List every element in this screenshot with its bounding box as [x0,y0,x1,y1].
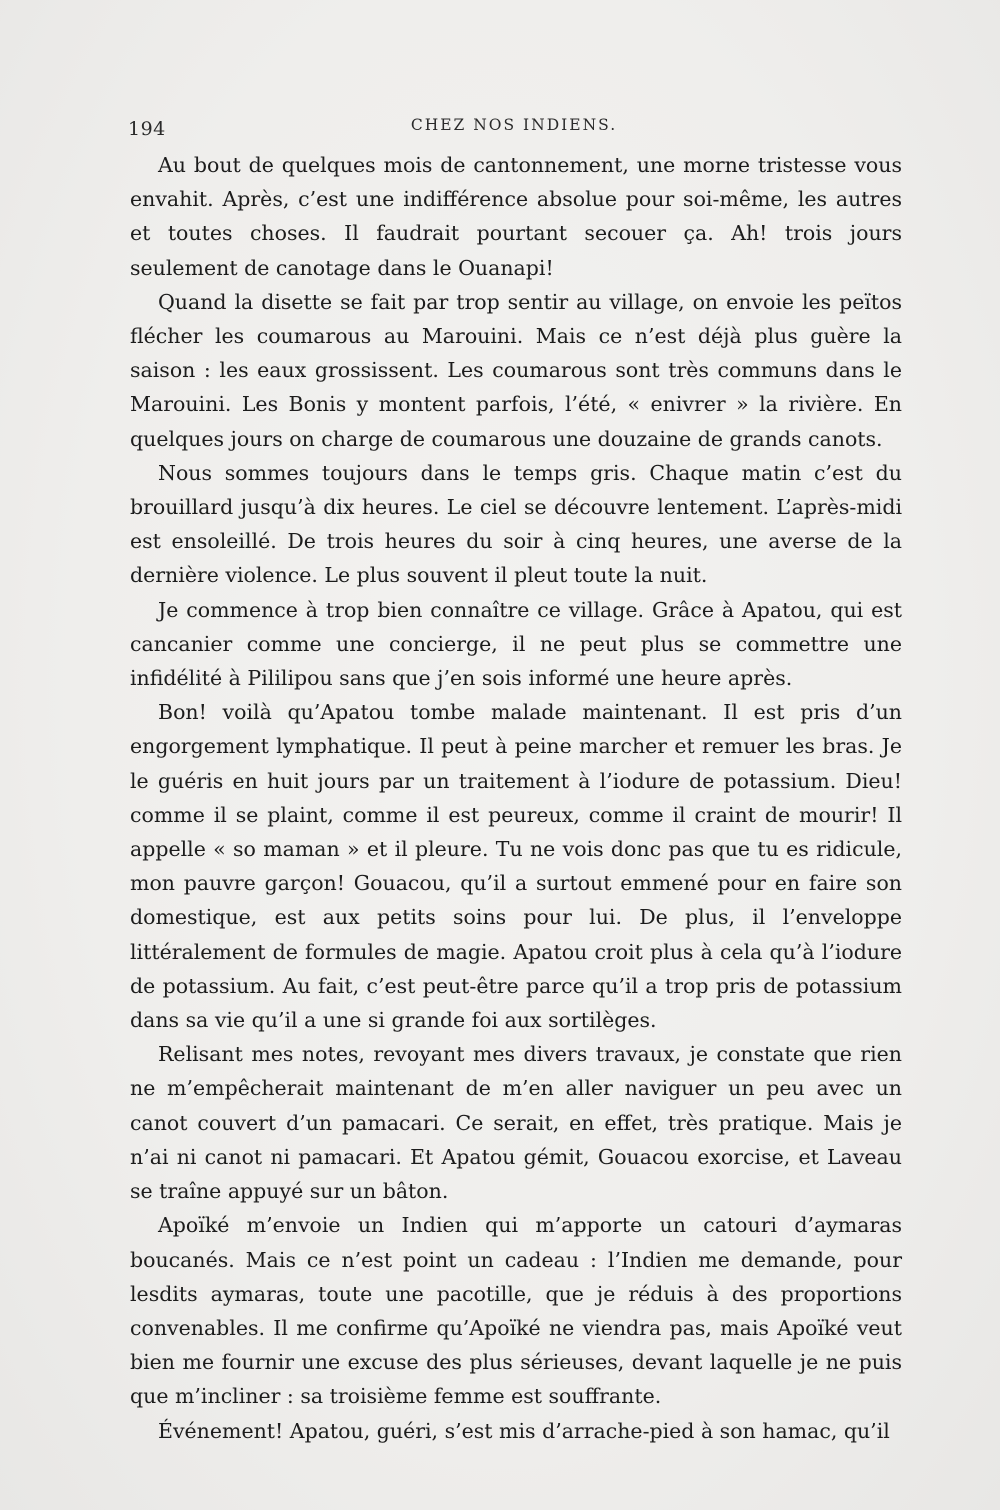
paragraph: Je commence à trop bien connaître ce village. Grâce à Apatou, qui est cancanier comme une concierge, il ne peut plus se commettre une infidélité à Pililipou sans que j’en sois informé une heure après. [130,597,902,691]
paragraph: Événement! Apatou, guéri, s’est mis d’arrache-pied à son hamac, qu’il [158,1418,890,1443]
page-number: 194 [128,118,166,140]
paragraph: Relisant mes notes, revoyant mes divers travaux, je constate que rien ne m’empêcherait maintenant de m’en aller naviguer un peu avec un canot couvert d’un pamacari. Ce serait, en effet, très pratique. Mais je n’ai ni canot ni pamacari. Et Apatou gémit, Gouacou exorcise, et Laveau se traîne appuyé sur un bâton. [130,1042,902,1204]
paragraph: Au bout de quelques mois de cantonnement, une morne tristesse vous envahit. Après, c’est une indifférence absolue pour soi-même, les autres et toutes choses. Il faudrait pourtant secouer ça. Ah! trois jours seulement de canotage dans le Ouanapi! [130,153,902,280]
paragraph: Bon! voilà qu’Apatou tombe malade maintenant. Il est pris d’un engorgement lymphatique. Il peut à peine marcher et remuer les bras. Je le guéris en huit jours par un traitement à l’iodure de potassium. Dieu! comme il se plaint, comme il est peureux, comme il craint de mourir! Il appelle « so maman » et il pleure. Tu ne vois donc pas que tu es ridicule, mon pauvre garçon! Gouacou, qu’il a surtout emmené pour en faire son domestique, est aux petits soins pour lui. De plus, il l’enveloppe littéralement de formules de magie. Apatou croit plus à cela qu’à l’iodure de potassium. Au fait, c’est peut-être parce qu’il a trop pris de potassium dans sa vie qu’il a une si grande foi aux sortilèges. [130,700,902,1033]
page-body [130,148,902,1448]
paragraph: Quand la disette se fait par trop sentir au village, on envoie les peïtos flécher les coumarous au Marouini. Mais ce n’est déjà plus guère la saison : les eaux grossissent. Les coumarous sont très communs dans le Marouini. Les Bonis y montent parfois, l’été, « enivrer » la rivière. En quelques jours on charge de coumarous une douzaine de grands canots. [130,289,902,451]
running-title: CHEZ NOS INDIENS. [410,116,618,134]
paragraph: Nous sommes toujours dans le temps gris. Chaque matin c’est du brouillard jusqu’à dix heures. Le ciel se découvre lentement. L’après-midi est ensoleillé. De trois heures du soir à cinq heures, une averse de la dernière violence. Le plus souvent il pleut toute la nuit. [130,460,902,588]
paragraph: Apoïké m’envoie un Indien qui m’apporte un catouri d’aymaras boucanés. Mais ce n’est point un cadeau : l’Indien me demande, pour lesdits aymaras, toute une pacotille, que je réduis à des proportions convenables. Il me confirme qu’Apoïké ne viendra pas, mais Apoïké veut bien me fournir une excuse des plus sérieuses, devant laquelle je ne puis que m’incliner : sa troisième femme est souffrante. [130,1213,902,1409]
page-header [128,112,900,142]
